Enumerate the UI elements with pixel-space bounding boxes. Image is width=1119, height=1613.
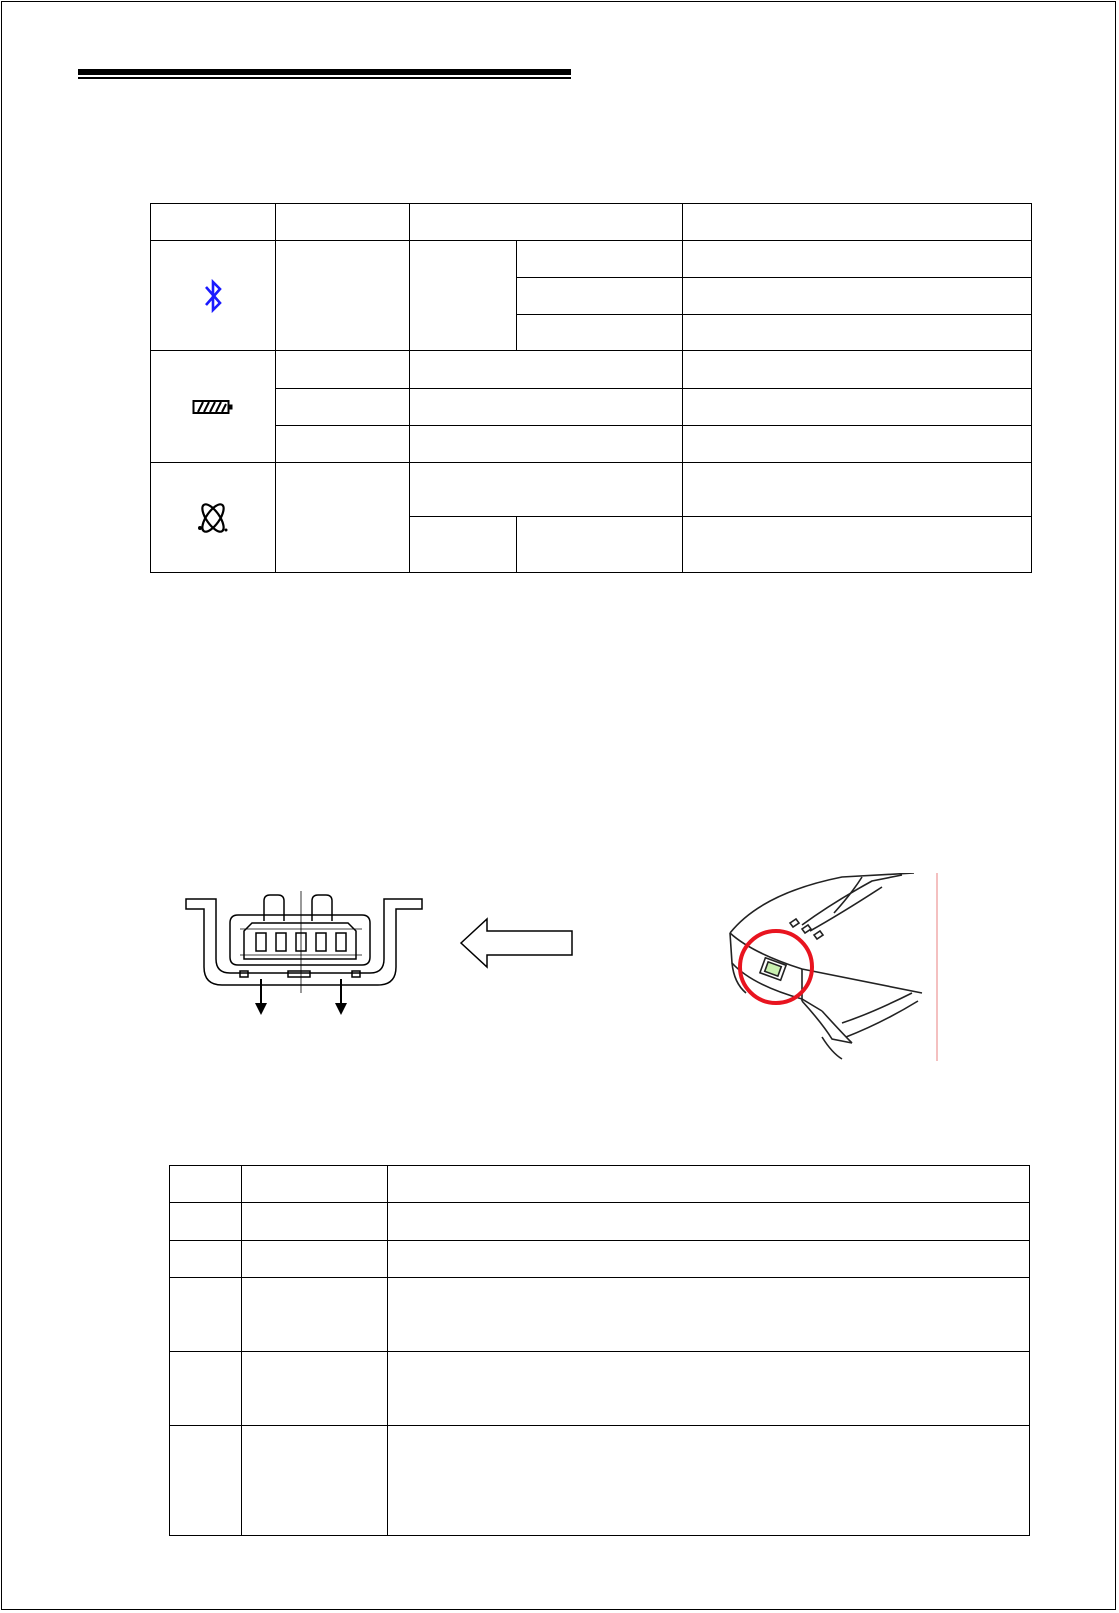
left-arrow-icon (459, 917, 574, 969)
header-cell (151, 204, 276, 241)
table-cell (170, 1352, 242, 1426)
table-cell (170, 1203, 242, 1241)
pin-table (169, 1165, 1030, 1536)
table-cell (683, 241, 1032, 278)
table-row (151, 241, 1032, 278)
table-cell (242, 1278, 388, 1352)
header-cell (683, 204, 1032, 241)
table-cell (242, 1352, 388, 1426)
table-cell (276, 351, 410, 389)
table-row (170, 1241, 1030, 1278)
table-row (151, 389, 1032, 426)
table-row (170, 1352, 1030, 1426)
table-cell (683, 315, 1032, 351)
table-cell (517, 315, 683, 351)
bluetooth-icon (203, 278, 223, 314)
table-cell (388, 1241, 1030, 1278)
heading-rule-thick (78, 69, 571, 75)
table-row (170, 1278, 1030, 1352)
header-cell (410, 204, 683, 241)
header-cell (276, 204, 410, 241)
table-cell (170, 1278, 242, 1352)
scanner-device-illustration (722, 873, 942, 1061)
table-cell (410, 351, 683, 389)
table-cell (170, 1241, 242, 1278)
bluetooth-icon-cell (151, 241, 276, 351)
scan-icon-cell (151, 463, 276, 573)
table-row (151, 426, 1032, 463)
table-cell (683, 517, 1032, 573)
table-cell (388, 1352, 1030, 1426)
table-cell (410, 463, 683, 517)
table-cell (517, 278, 683, 315)
table-row (170, 1203, 1030, 1241)
table-cell (683, 278, 1032, 315)
table-cell (683, 426, 1032, 463)
mini-usb-connector-diagram (184, 889, 444, 1039)
table-cell (388, 1203, 1030, 1241)
table-cell (410, 241, 517, 351)
table-header-row (170, 1166, 1030, 1203)
header-cell (388, 1166, 1030, 1203)
battery-icon-cell (151, 351, 276, 463)
table-cell (683, 351, 1032, 389)
table-cell (388, 1426, 1030, 1536)
table-cell (242, 1426, 388, 1536)
header-cell (242, 1166, 388, 1203)
table-cell (388, 1278, 1030, 1352)
table-row (151, 351, 1032, 389)
table-header-row (151, 204, 1032, 241)
table-cell (276, 389, 410, 426)
table-cell (410, 426, 683, 463)
table-cell (410, 389, 683, 426)
indicator-table (150, 203, 1032, 573)
table-cell (517, 241, 683, 278)
table-cell (276, 426, 410, 463)
atom-scan-icon (196, 500, 230, 536)
table-cell (683, 389, 1032, 426)
table-row (170, 1426, 1030, 1536)
table-cell (410, 517, 517, 573)
table-cell (170, 1426, 242, 1536)
table-row (151, 463, 1032, 517)
table-cell (242, 1203, 388, 1241)
heading-rule-thin (78, 77, 571, 79)
table-cell (276, 241, 410, 351)
table-cell (276, 463, 410, 573)
table-cell (683, 463, 1032, 517)
table-cell (242, 1241, 388, 1278)
header-cell (170, 1166, 242, 1203)
table-cell (517, 517, 683, 573)
section-heading-rule (78, 69, 571, 79)
connector-drawing (184, 889, 444, 1039)
battery-icon (192, 399, 234, 415)
